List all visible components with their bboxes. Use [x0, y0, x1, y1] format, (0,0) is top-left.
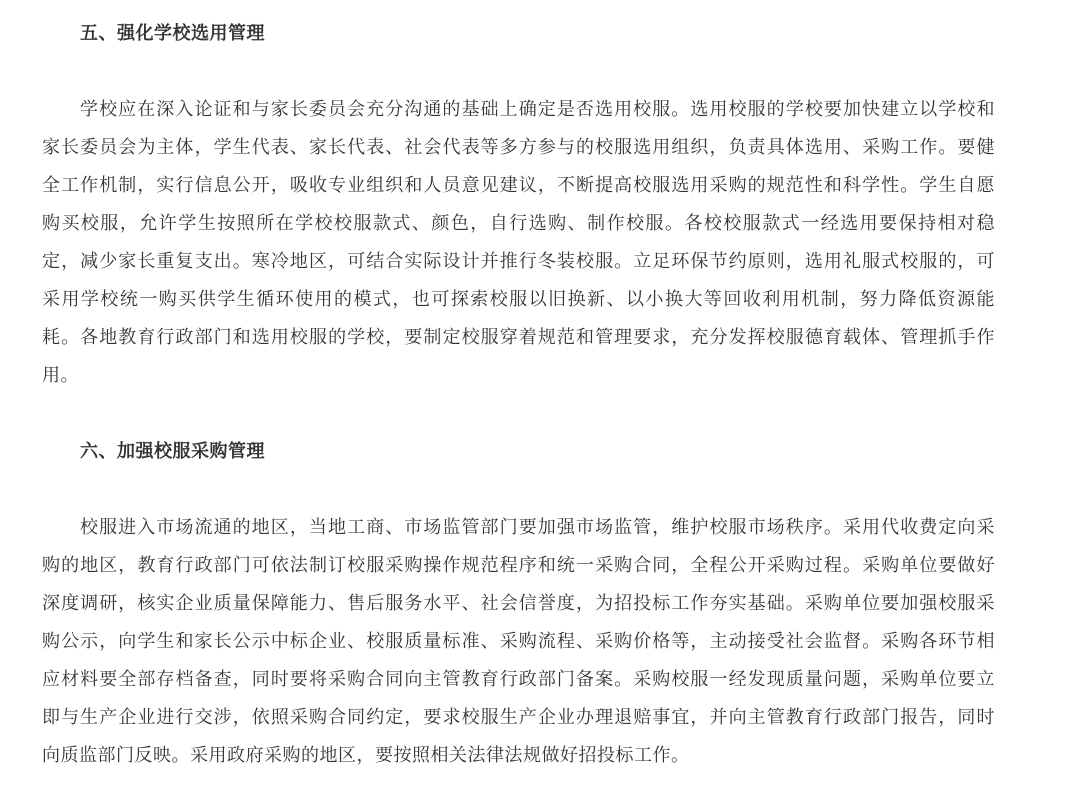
section-heading: 五、强化学校选用管理 [80, 23, 265, 44]
section-paragraph [42, 509, 995, 775]
paragraph-line: 家长委员会为主体，学生代表、家长代表、社会代表等多方参与的校服选用组织，负责具体选用、采购工作。要健 [42, 137, 995, 158]
article [42, 15, 995, 775]
paragraph-line: 校服进入市场流通的地区，当地工商、市场监管部门要加强市场监管，维护校服市场秩序。采用代收费定向采 [80, 517, 995, 538]
section-uniform-procurement [42, 433, 995, 775]
paragraph-line: 向质监部门反映。采用政府采购的地区，要按照相关法律法规做好招投标工作。 [42, 745, 690, 766]
paragraph-line: 定，减少家长重复支出。寒冷地区，可结合实际设计并推行冬装校服。立足环保节约原则，选用礼服式校服的，可 [42, 251, 995, 272]
paragraph-line: 购的地区，教育行政部门可依法制订校服采购操作规范程序和统一采购合同，全程公开采购过程。采购单位要做好 [42, 555, 995, 576]
paragraph-line: 深度调研，核实企业质量保障能力、售后服务水平、社会信誉度，为招投标工作夯实基础。采购单位要加强校服采 [42, 593, 995, 614]
paragraph-line: 学校应在深入论证和与家长委员会充分沟通的基础上确定是否选用校服。选用校服的学校要加快建立以学校和 [80, 99, 995, 120]
section-school-selection [42, 15, 995, 395]
paragraph-line: 采用学校统一购买供学生循环使用的模式，也可探索校服以旧换新、以小换大等回收利用机制，努力降低资源能 [42, 289, 995, 310]
paragraph-line: 即与生产企业进行交涉，依照采购合同约定，要求校服生产企业办理退赔事宜，并向主管教育行政部门报告，同时 [42, 707, 995, 728]
section-heading: 六、加强校服采购管理 [80, 441, 265, 462]
paragraph-line: 全工作机制，实行信息公开，吸收专业组织和人员意见建议，不断提高校服选用采购的规范性和科学性。学生自愿 [42, 175, 995, 196]
paragraph-line: 用。 [42, 365, 79, 386]
paragraph-line: 耗。各地教育行政部门和选用校服的学校，要制定校服穿着规范和管理要求，充分发挥校服德育载体、管理抓手作 [42, 327, 995, 348]
paragraph-line: 应材料要全部存档备查，同时要将采购合同向主管教育行政部门备案。采购校服一经发现质量问题，采购单位要立 [42, 669, 995, 690]
section-paragraph [42, 91, 995, 395]
paragraph-line: 购公示，向学生和家长公示中标企业、校服质量标准、采购流程、采购价格等，主动接受社会监督。采购各环节相 [42, 631, 995, 652]
paragraph-line: 购买校服，允许学生按照所在学校校服款式、颜色，自行选购、制作校服。各校校服款式一经选用要保持相对稳 [42, 213, 995, 234]
